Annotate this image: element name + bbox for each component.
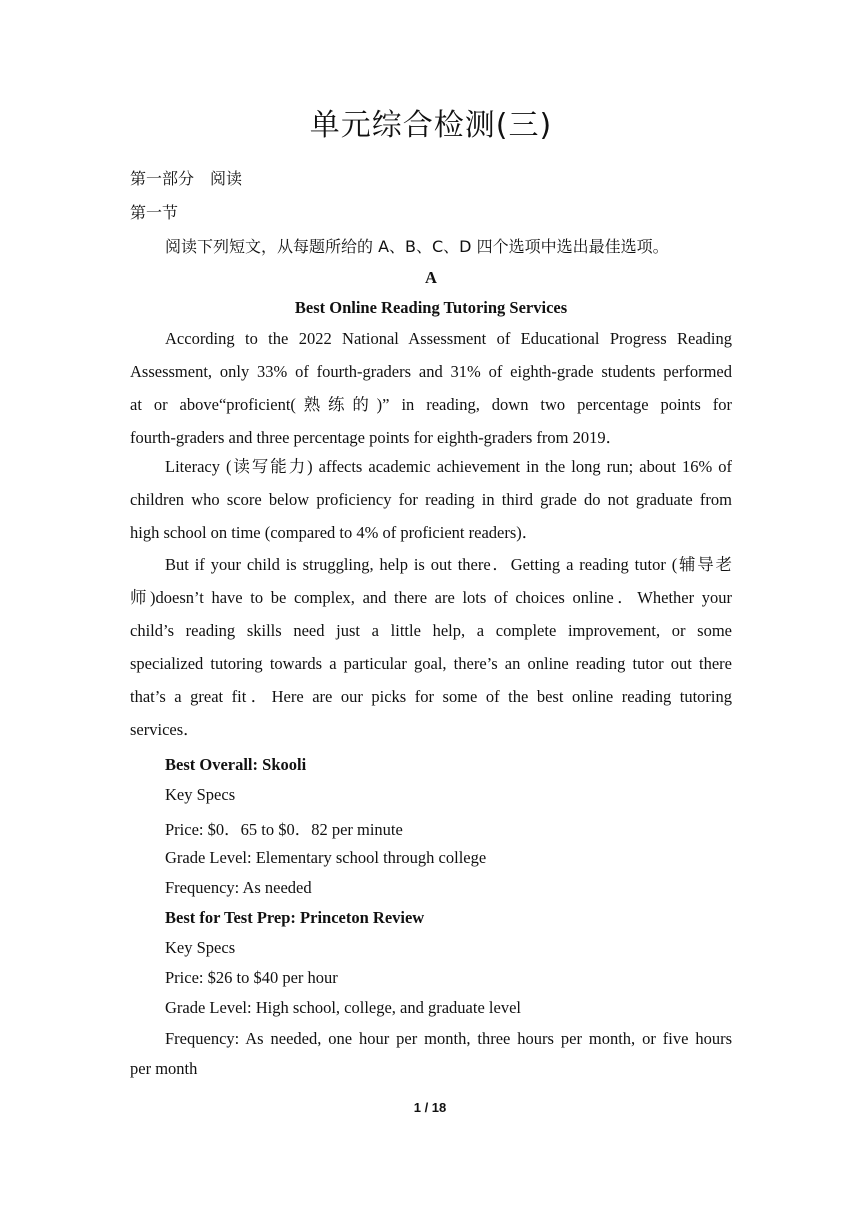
paragraph-line: According to the 2022 National Assessment of Educational Progress Reading [165, 329, 732, 348]
section-heading: 第一节 [130, 203, 179, 222]
paragraph-line: Frequency: As needed, one hour per month, three hours per month, or five hours [165, 1029, 732, 1048]
princeton-specs-label: Key Specs [165, 938, 236, 957]
princeton-heading: Best for Test Prep: Princeton Review [165, 908, 425, 927]
document-title: 单元综合检测(三) [309, 108, 553, 143]
paragraph-line: 师)doesn’t have to be complex, and there are lots of choices online．Whether your [130, 588, 732, 607]
instruction-text: 阅读下列短文，从每题所给的 A、B、C、D 四个选项中选出最佳选项。 [165, 237, 669, 256]
skooli-price: Price: $0．65 to $0．82 per minute [165, 820, 403, 839]
paragraph-1 [130, 328, 732, 460]
paragraph-line: that’s a great fit．Here are our picks for some of the best online reading tutoring [130, 687, 732, 706]
skooli-grade-level: Grade Level: Elementary school through college [165, 848, 487, 867]
passage-letter: A [425, 268, 437, 287]
paragraph-line: child’s reading skills need just a little help, a complete improvement, or some [130, 621, 732, 640]
part-heading: 第一部分 阅读 [130, 169, 243, 188]
princeton-price: Price: $26 to $40 per hour [165, 968, 338, 987]
skooli-frequency: Frequency: As needed [165, 878, 312, 897]
princeton-frequency [130, 1028, 732, 1091]
skooli-specs-label: Key Specs [165, 785, 236, 804]
page-number: 1 / 18 [413, 1100, 447, 1115]
paragraph-line: at or above“proficient(熟练的)” in reading, down two percentage points for [130, 395, 732, 414]
paragraph-line: per month [130, 1059, 198, 1078]
paragraph-line: children who score below proficiency for reading in third grade do not graduate from [130, 490, 732, 509]
paragraph-line: But if your child is struggling, help is out there．Getting a reading tutor (辅导老 [165, 555, 732, 574]
passage-title: Best Online Reading Tutoring Services [294, 298, 568, 317]
paragraph-line: high school on time (compared to 4% of proficient readers)． [130, 523, 539, 542]
paragraph-line: services． [130, 720, 200, 739]
paragraph-line: Assessment, only 33% of fourth-graders and 31% of eighth-grade students performed [130, 362, 732, 381]
paragraph-3 [130, 554, 732, 752]
skooli-heading: Best Overall: Skooli [165, 755, 307, 774]
paragraph-line: Literacy (读写能力) affects academic achievement in the long run; about 16% of [165, 457, 732, 476]
princeton-grade-level: Grade Level: High school, college, and graduate level [165, 998, 521, 1017]
paragraph-2 [130, 456, 732, 555]
paragraph-line: specialized tutoring towards a particular goal, there’s an online reading tutor out there [130, 654, 732, 673]
paragraph-line: fourth-graders and three percentage points for eighth-graders from 2019． [130, 428, 623, 447]
